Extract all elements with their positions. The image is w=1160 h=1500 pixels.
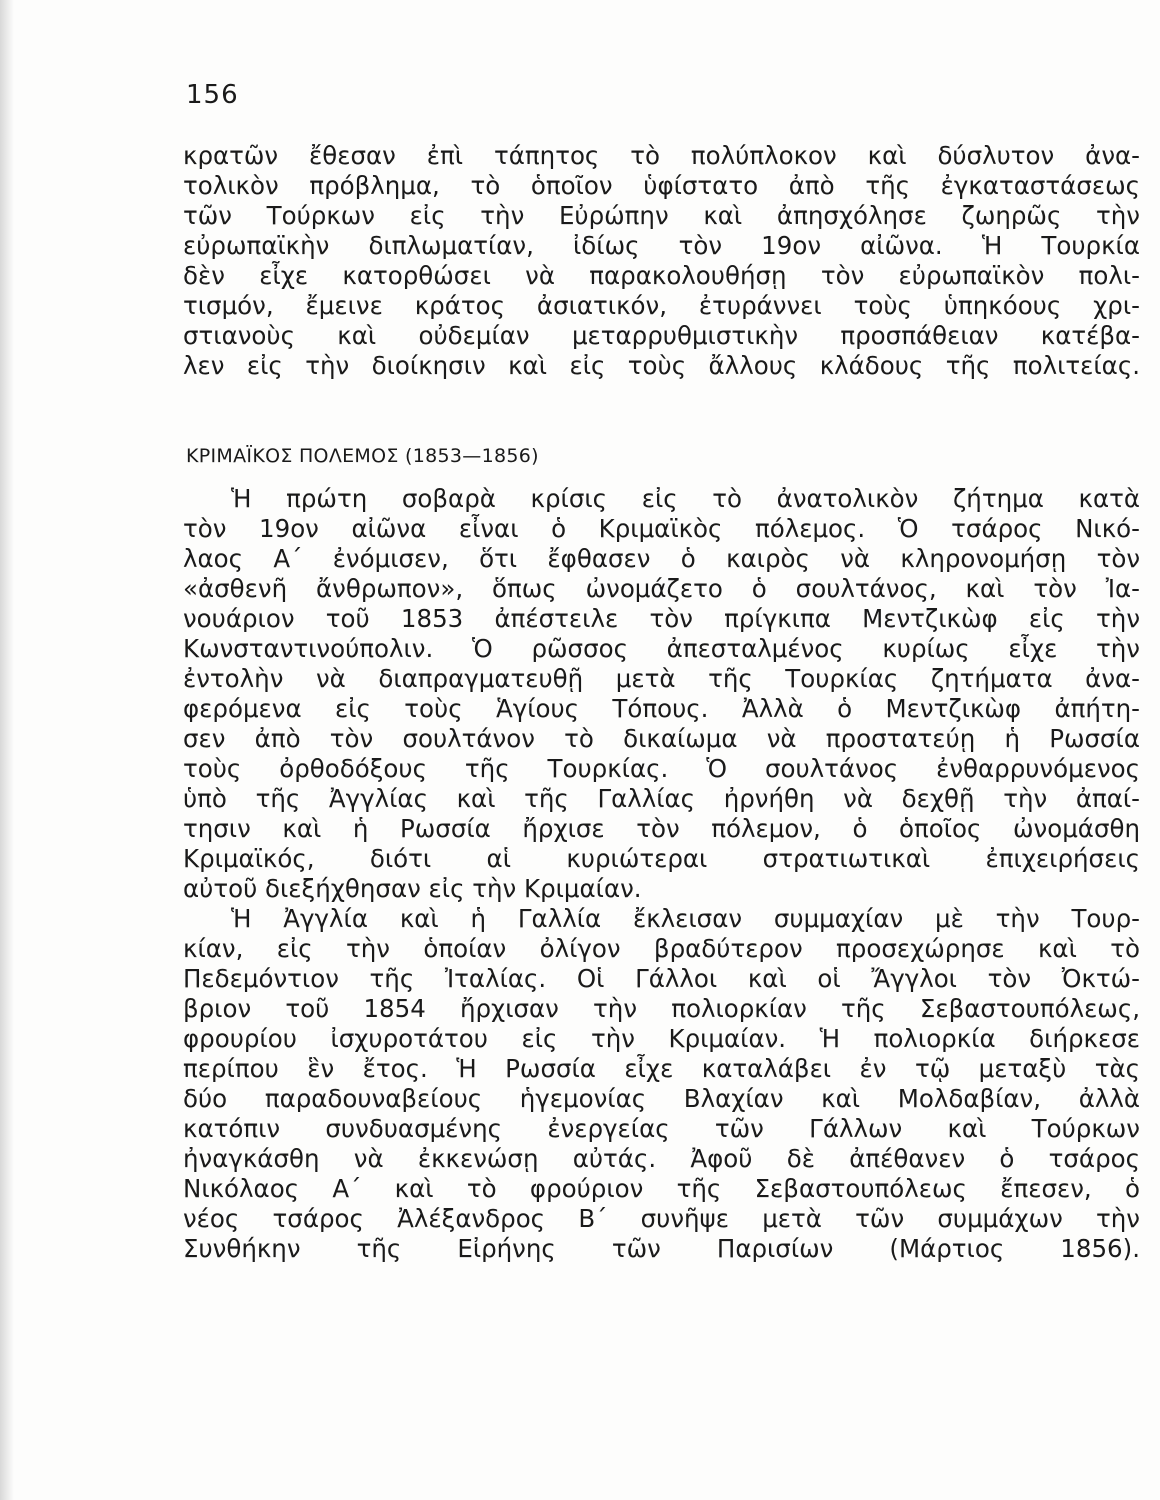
text-line: νέος τσάρος Ἀλέξανδρος Β΄ συνῆψε μετὰ τῶν συμμάχων τὴν <box>183 1204 1140 1233</box>
text-line: τὸν 19ον αἰῶνα εἶναι ὁ Κριμαϊκὸς πόλεμος. Ὁ τσάρος Νικό- <box>183 514 1140 543</box>
text-line: φρουρίου ἰσχυροτάτου εἰς τὴν Κριμαίαν. Ἡ πολιορκία διήρκεσε <box>183 1024 1140 1053</box>
text-line: «ἀσθενῆ ἄνθρωπον», ὅπως ὠνομάζετο ὁ σουλτάνος, καὶ τὸν Ἰα- <box>183 574 1140 603</box>
text-line: τοὺς ὀρθοδόξους τῆς Τουρκίας. Ὁ σουλτάνος ἐνθαρρυνόμενος <box>183 754 1140 783</box>
text-line: δύο παραδουναβείους ἡγεμονίας Βλαχίαν καὶ Μολδαβίαν, ἀλλὰ <box>183 1084 1140 1113</box>
text-line: τολικὸν πρόβλημα, τὸ ὁποῖον ὑφίστατο ἀπὸ τῆς ἐγκαταστάσεως <box>183 171 1140 200</box>
text-line: Ἡ πρώτη σοβαρὰ κρίσις εἰς τὸ ἀνατολικὸν ζήτημα κατὰ <box>231 484 1140 513</box>
text-line: αὐτοῦ διεξήχθησαν εἰς τὴν Κριμαίαν. <box>183 874 642 903</box>
text-line: περίπου ἓν ἔτος. Ἡ Ρωσσία εἶχε καταλάβει ἐν τῷ μεταξὺ τὰς <box>183 1054 1140 1083</box>
text-line: φερόμενα εἰς τοὺς Ἁγίους Τόπους. Ἀλλὰ ὁ Μεντζικὼφ ἀπήτη- <box>183 694 1140 723</box>
text-line: κρατῶν ἔθεσαν ἐπὶ τάπητος τὸ πολύπλοκον καὶ δύσλυτον ἀνα- <box>183 141 1140 170</box>
page-number: 156 <box>186 80 239 110</box>
text-line: σεν ἀπὸ τὸν σουλτάνον τὸ δικαίωμα νὰ προστατεύῃ ἡ Ρωσσία <box>183 724 1140 753</box>
text-line: λαος Α΄ ἐνόμισεν, ὅτι ἔφθασεν ὁ καιρὸς νὰ κληρονομήσῃ τὸν <box>183 544 1140 573</box>
text-line: νουάριον τοῦ 1853 ἀπέστειλε τὸν πρίγκιπα Μεντζικὼφ εἰς τὴν <box>183 604 1140 633</box>
text-line: τῶν Τούρκων εἰς τὴν Εὐρώπην καὶ ἀπησχόλησε ζωηρῶς τὴν <box>183 201 1140 230</box>
scan-edge-shadow <box>0 0 14 1500</box>
text-line: ὑπὸ τῆς Ἀγγλίας καὶ τῆς Γαλλίας ἠρνήθη νὰ δεχθῇ τὴν ἀπαί- <box>183 784 1140 813</box>
text-line: κίαν, εἰς τὴν ὁποίαν ὀλίγον βραδύτερον προσεχώρησε καὶ τὸ <box>183 934 1140 963</box>
text-line: Συνθήκην τῆς Εἰρήνης τῶν Παρισίων (Μάρτιος 1856). <box>183 1234 1140 1263</box>
text-line: Κριμαϊκός, διότι αἱ κυριώτεραι στρατιωτικαὶ ἐπιχειρήσεις <box>183 844 1140 873</box>
text-line: τισμόν, ἔμεινε κράτος ἀσιατικόν, ἐτυράννει τοὺς ὑπηκόους χρι- <box>183 291 1140 320</box>
text-line: λεν εἰς τὴν διοίκησιν καὶ εἰς τοὺς ἄλλους κλάδους τῆς πολιτείας. <box>183 351 1140 380</box>
text-line: ἠναγκάσθη νὰ ἐκκενώσῃ αὐτάς. Ἀφοῦ δὲ ἀπέθανεν ὁ τσάρος <box>183 1144 1140 1173</box>
section-heading: ΚΡΙΜΑΪΚΟΣ ΠΟΛΕΜΟΣ (1853—1856) <box>186 445 539 467</box>
text-line: Κωνσταντινούπολιν. Ὁ ρῶσσος ἀπεσταλμένος κυρίως εἶχε τὴν <box>183 634 1140 663</box>
text-line: ἐντολὴν νὰ διαπραγματευθῇ μετὰ τῆς Τουρκίας ζητήματα ἀνα- <box>183 664 1140 693</box>
paragraph-crimean-war <box>183 484 1140 1264</box>
text-line: στιανοὺς καὶ οὐδεμίαν μεταρρυθμιστικὴν προσπάθειαν κατέβα- <box>183 321 1140 350</box>
text-line: βριον τοῦ 1854 ἤρχισαν τὴν πολιορκίαν τῆς Σεβαστουπόλεως, <box>183 994 1140 1023</box>
text-line: Νικόλαος Α΄ καὶ τὸ φρούριον τῆς Σεβαστουπόλεως ἔπεσεν, ὁ <box>183 1174 1140 1203</box>
paragraph-intro <box>183 141 1140 381</box>
text-line: Ἡ Ἀγγλία καὶ ἡ Γαλλία ἔκλεισαν συμμαχίαν μὲ τὴν Τουρ- <box>231 904 1140 933</box>
text-line: τησιν καὶ ἡ Ρωσσία ἤρχισε τὸν πόλεμον, ὁ ὁποῖος ὠνομάσθη <box>183 814 1140 843</box>
text-line: κατόπιν συνδυασμένης ἐνεργείας τῶν Γάλλων καὶ Τούρκων <box>183 1114 1140 1143</box>
text-line: Πεδεμόντιον τῆς Ἰταλίας. Οἱ Γάλλοι καὶ οἱ Ἄγγλοι τὸν Ὀκτώ- <box>183 964 1140 993</box>
text-line: δὲν εἶχε κατορθώσει νὰ παρακολουθήσῃ τὸν εὐρωπαϊκὸν πολι- <box>183 261 1140 290</box>
text-line: εὐρωπαϊκὴν διπλωματίαν, ἰδίως τὸν 19ον αἰῶνα. Ἡ Τουρκία <box>183 231 1140 260</box>
